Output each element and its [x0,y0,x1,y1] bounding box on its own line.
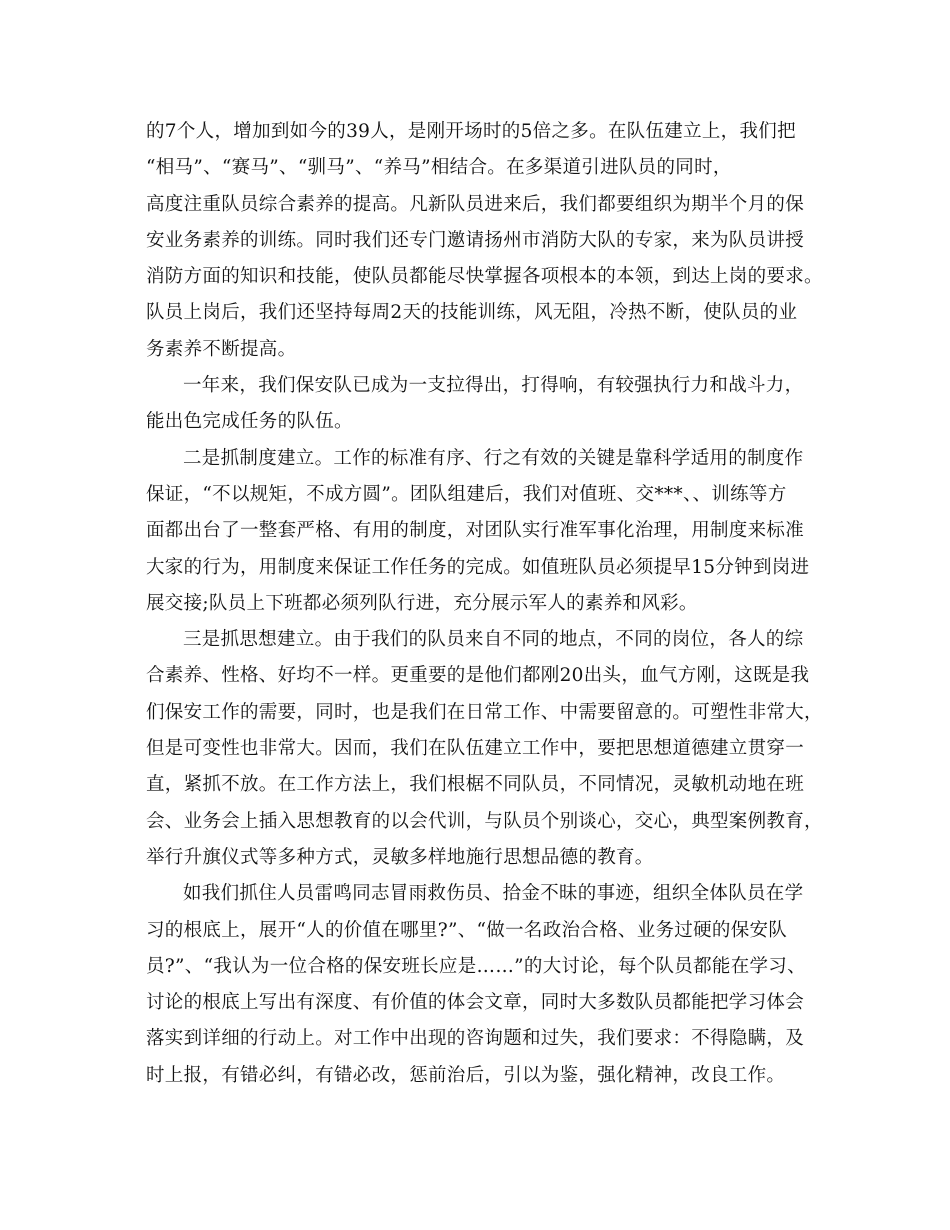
text-line: 的7个人，增加到如今的39人，是刚开场时的5倍之多。在队伍建立上，我们把 [146,121,796,142]
paragraph-first-line: 如我们抓住人员雷鸣同志冒雨救伤员、拾金不昧的事迹，组织全体队员在学 [183,883,804,905]
text-line: 保证，“不以规矩，不成方圆”。团队组建后，我们对值班、交***、、训练等方 [146,483,787,505]
text-line: 举行升旗仪式等多种方式，灵敏多样地施行思想品德的教育。 [146,846,654,868]
text-line: 习的根底上，展开“人的价值在哪里?”、“做一名政治合格、业务过硬的保安队 [146,919,788,941]
text-line: 大家的行为，用制度来保证工作任务的完成。如值班队员必须提早15分钟到岗进 [146,556,810,578]
text-line: 展交接;队员上下班都必须列队行进，充分展示军人的素养和风彩。 [146,592,698,614]
text-line: 直，紧抓不放。在工作方法上，我们根椐不同队员，不同情况，灵敏机动地在班 [146,774,805,796]
text-line: 们保安工作的需要，同时，也是我们在日常工作、中需要留意的。可塑性非常大， [146,701,823,723]
paragraph-first-line: 三是抓思想建立。由于我们的队员来自不同的地点，不同的岗位，各人的综 [183,629,804,651]
text-line: 讨论的根底上写出有深度、有价值的体会文章，同时大多数队员都能把学习体会 [146,992,805,1014]
text-line: 但是可变性也非常大。因而，我们在队伍建立工作中，要把思想道德建立贯穿一 [146,738,805,760]
text-line: 时上报，有错必纠，有错必改，惩前治后，引以为鉴，强化精神，改良工作。 [146,1064,786,1086]
text-line: 会、业务会上插入思想教育的以会代训，与队员个别谈心，交心，典型案例教育， [146,810,823,832]
text-line: 员?”、“我认为一位合格的保安班长应是……”的大讨论，每个队员都能在学习、 [146,955,806,977]
text-line: 务素养不断提高。 [146,338,297,360]
text-line: 队员上岗后，我们还坚持每周2天的技能训练，风无阻，冷热不断，使队员的业 [146,302,798,324]
paragraph-first-line: 一年来，我们保安队已成为一支拉得出，打得响，有较强执行力和战斗力， [183,375,804,397]
text-line: 安业务素养的训练。同时我们还专门邀请扬州市消防大队的专家，来为队员讲授 [146,229,805,251]
paragraph-first-line: 二是抓制度建立。工作的标准有序、行之有效的关键是靠科学适用的制度作 [183,447,804,469]
document-body [146,114,823,1094]
text-line: 高度注重队员综合素养的提高。凡新队员进来后，我们都要组织为期半个月的保 [146,193,805,215]
text-line: “相马”、“赛马”、“驯马”、“养马”相结合。在多渠道引进队员的同时， [146,157,732,179]
text-line: 消防方面的知识和技能，使队员都能尽快掌握各项根本的本领，到达上岗的要求。 [146,266,823,288]
text-line: 落实到详细的行动上。对工作中出现的咨询题和过失，我们要求：不得隐瞒，及 [146,1028,805,1050]
text-line: 能出色完成任务的队伍。 [146,411,353,433]
text-line: 面都出台了一整套严格、有用的制度，对团队实行准军事化治理，用制度来标准 [146,520,805,542]
text-line: 合素养、性格、好均不一样。更重要的是他们都刚20出头，血气方刚，这既是我 [146,665,810,687]
